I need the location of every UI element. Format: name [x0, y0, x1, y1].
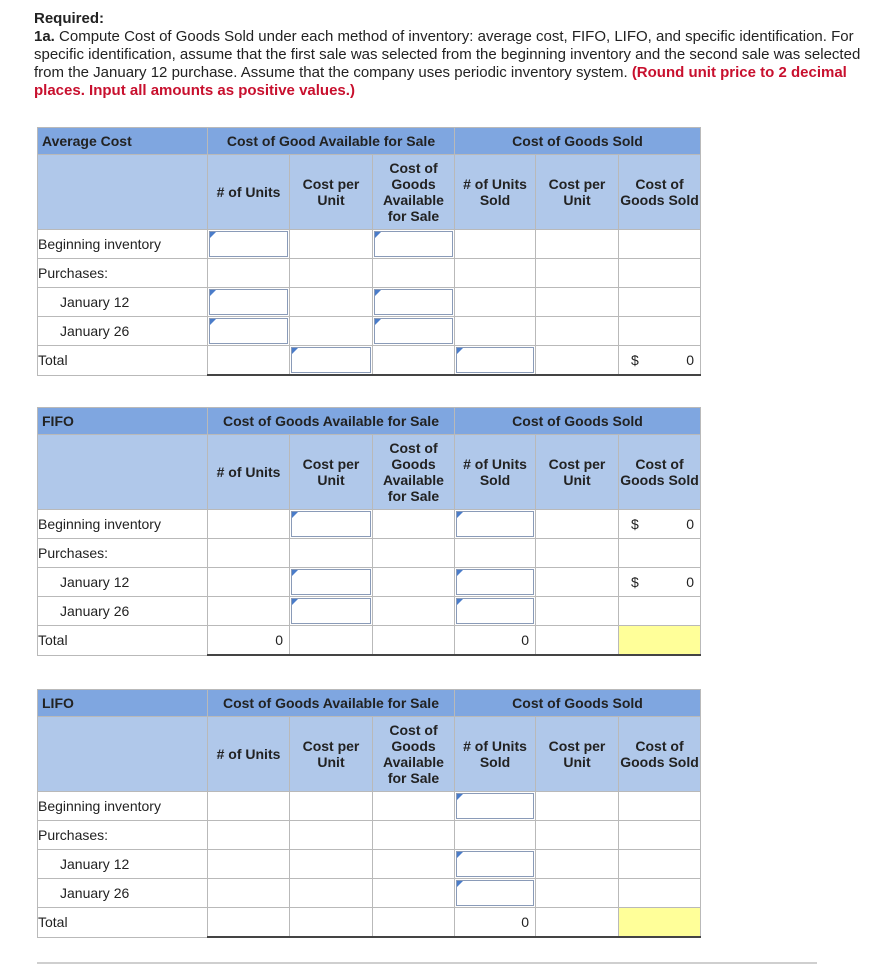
col-cost-per-unit-sold: Cost per Unit	[536, 155, 619, 230]
row-total: Total	[38, 908, 208, 938]
row-purchases: Purchases:	[38, 821, 208, 850]
lifo-jan12-units-sold-input[interactable]	[456, 851, 534, 877]
lifo-total-units-sold	[455, 908, 536, 938]
col-units: # of Units	[208, 717, 290, 792]
fifo-jan12-cogs-dollar: $	[631, 574, 639, 590]
col-units: # of Units	[208, 155, 290, 230]
lifo-cogs-group: Cost of Goods Sold	[455, 690, 701, 717]
row-beginning: Beginning inventory	[38, 230, 208, 259]
average-cost-table	[37, 127, 701, 376]
row-jan12: January 12	[38, 850, 208, 879]
row-jan12: January 12	[38, 288, 208, 317]
fifo-total-units-sold-value: 0	[521, 632, 529, 648]
fifo-beg-cost-per-unit-input[interactable]	[291, 511, 371, 537]
avg-beg-cogas-input[interactable]	[374, 231, 453, 257]
instructions-text	[34, 28, 879, 100]
fifo-jan26-cost-per-unit-input[interactable]	[291, 598, 371, 624]
row-jan26: January 26	[38, 879, 208, 908]
instructions	[34, 10, 879, 100]
avg-beg-units-input[interactable]	[209, 231, 288, 257]
row-total: Total	[38, 626, 208, 656]
row-total: Total	[38, 346, 208, 376]
fifo-jan12-cogs-value: 0	[686, 574, 694, 590]
lifo-title: LIFO	[38, 690, 208, 717]
row-jan26: January 26	[38, 597, 208, 626]
row-beginning: Beginning inventory	[38, 510, 208, 539]
row-purchases: Purchases:	[38, 539, 208, 568]
fifo-total-cogs	[619, 626, 701, 656]
col-cost-per-unit: Cost per Unit	[290, 717, 373, 792]
lifo-total-cogs	[619, 908, 701, 938]
avg-total-cogs-value: 0	[686, 352, 694, 368]
row-beginning: Beginning inventory	[38, 792, 208, 821]
fifo-jan12-units-sold-input[interactable]	[456, 569, 534, 595]
col-cogs: Cost of Goods Sold	[619, 155, 701, 230]
avg-total-cost-per-unit-input[interactable]	[291, 347, 371, 373]
fifo-jan12-cost-per-unit-input[interactable]	[291, 569, 371, 595]
fifo-total-units-sold	[455, 626, 536, 656]
header-blank	[38, 155, 208, 230]
fifo-cogas-group: Cost of Goods Available for Sale	[208, 408, 455, 435]
avg-jan26-units-input[interactable]	[209, 318, 288, 344]
avg-jan12-units-input[interactable]	[209, 289, 288, 315]
avg-total-units-sold-input[interactable]	[456, 347, 534, 373]
row-jan26: January 26	[38, 317, 208, 346]
fifo-jan26-units-sold-input[interactable]	[456, 598, 534, 624]
avg-jan26-cogas-input[interactable]	[374, 318, 453, 344]
header-blank	[38, 435, 208, 510]
col-cost-per-unit: Cost per Unit	[290, 435, 373, 510]
fifo-jan12-cogs	[619, 568, 701, 597]
average-cogs-group: Cost of Goods Sold	[455, 128, 701, 155]
average-title: Average Cost	[38, 128, 208, 155]
col-cogs: Cost of Goods Sold	[619, 717, 701, 792]
col-cogas: Cost of Goods Available for Sale	[373, 435, 455, 510]
col-units-sold: # of Units Sold	[455, 717, 536, 792]
lifo-table	[37, 689, 701, 938]
avg-jan12-cogas-input[interactable]	[374, 289, 453, 315]
lifo-beg-units-sold-input[interactable]	[456, 793, 534, 819]
col-cogas: Cost of Goods Available for Sale	[373, 717, 455, 792]
fifo-cogs-group: Cost of Goods Sold	[455, 408, 701, 435]
col-cogs: Cost of Goods Sold	[619, 435, 701, 510]
row-purchases: Purchases:	[38, 259, 208, 288]
fifo-table	[37, 407, 701, 656]
avg-total-cogs	[619, 346, 701, 376]
fifo-beg-cogs	[619, 510, 701, 539]
lifo-jan26-units-sold-input[interactable]	[456, 880, 534, 906]
col-units: # of Units	[208, 435, 290, 510]
fifo-total-units	[208, 626, 290, 656]
required-heading: Required:	[34, 10, 105, 27]
row-jan12: January 12	[38, 568, 208, 597]
avg-total-cogs-dollar: $	[631, 352, 639, 368]
rounding-note: (Round unit price to 2 decimal places. Input all amounts as positive values.)	[34, 64, 847, 99]
fifo-title: FIFO	[38, 408, 208, 435]
average-cogas-group: Cost of Good Available for Sale	[208, 128, 455, 155]
lifo-cogas-group: Cost of Goods Available for Sale	[208, 690, 455, 717]
col-cost-per-unit: Cost per Unit	[290, 155, 373, 230]
fifo-beg-cogs-value: 0	[686, 516, 694, 532]
col-cogas: Cost of Goods Available for Sale	[373, 155, 455, 230]
lifo-total-units-sold-value: 0	[521, 914, 529, 930]
header-blank	[38, 717, 208, 792]
bottom-scroll-edge	[37, 962, 817, 964]
col-units-sold: # of Units Sold	[455, 155, 536, 230]
part-label: 1a.	[34, 28, 55, 45]
fifo-beg-units-sold-input[interactable]	[456, 511, 534, 537]
fifo-beg-cogs-dollar: $	[631, 516, 639, 532]
col-cost-per-unit-sold: Cost per Unit	[536, 717, 619, 792]
instructions-body: Compute Cost of Goods Sold under each method of inventory: average cost, FIFO, LIFO, and specific identification. For specific identification, assume that the first sale was selected from the beginning inventory and the second sale was selected from the January 12 purchase. Assume that the company uses periodic inventory system.	[34, 28, 861, 81]
col-units-sold: # of Units Sold	[455, 435, 536, 510]
fifo-total-units-value: 0	[275, 632, 283, 648]
col-cost-per-unit-sold: Cost per Unit	[536, 435, 619, 510]
